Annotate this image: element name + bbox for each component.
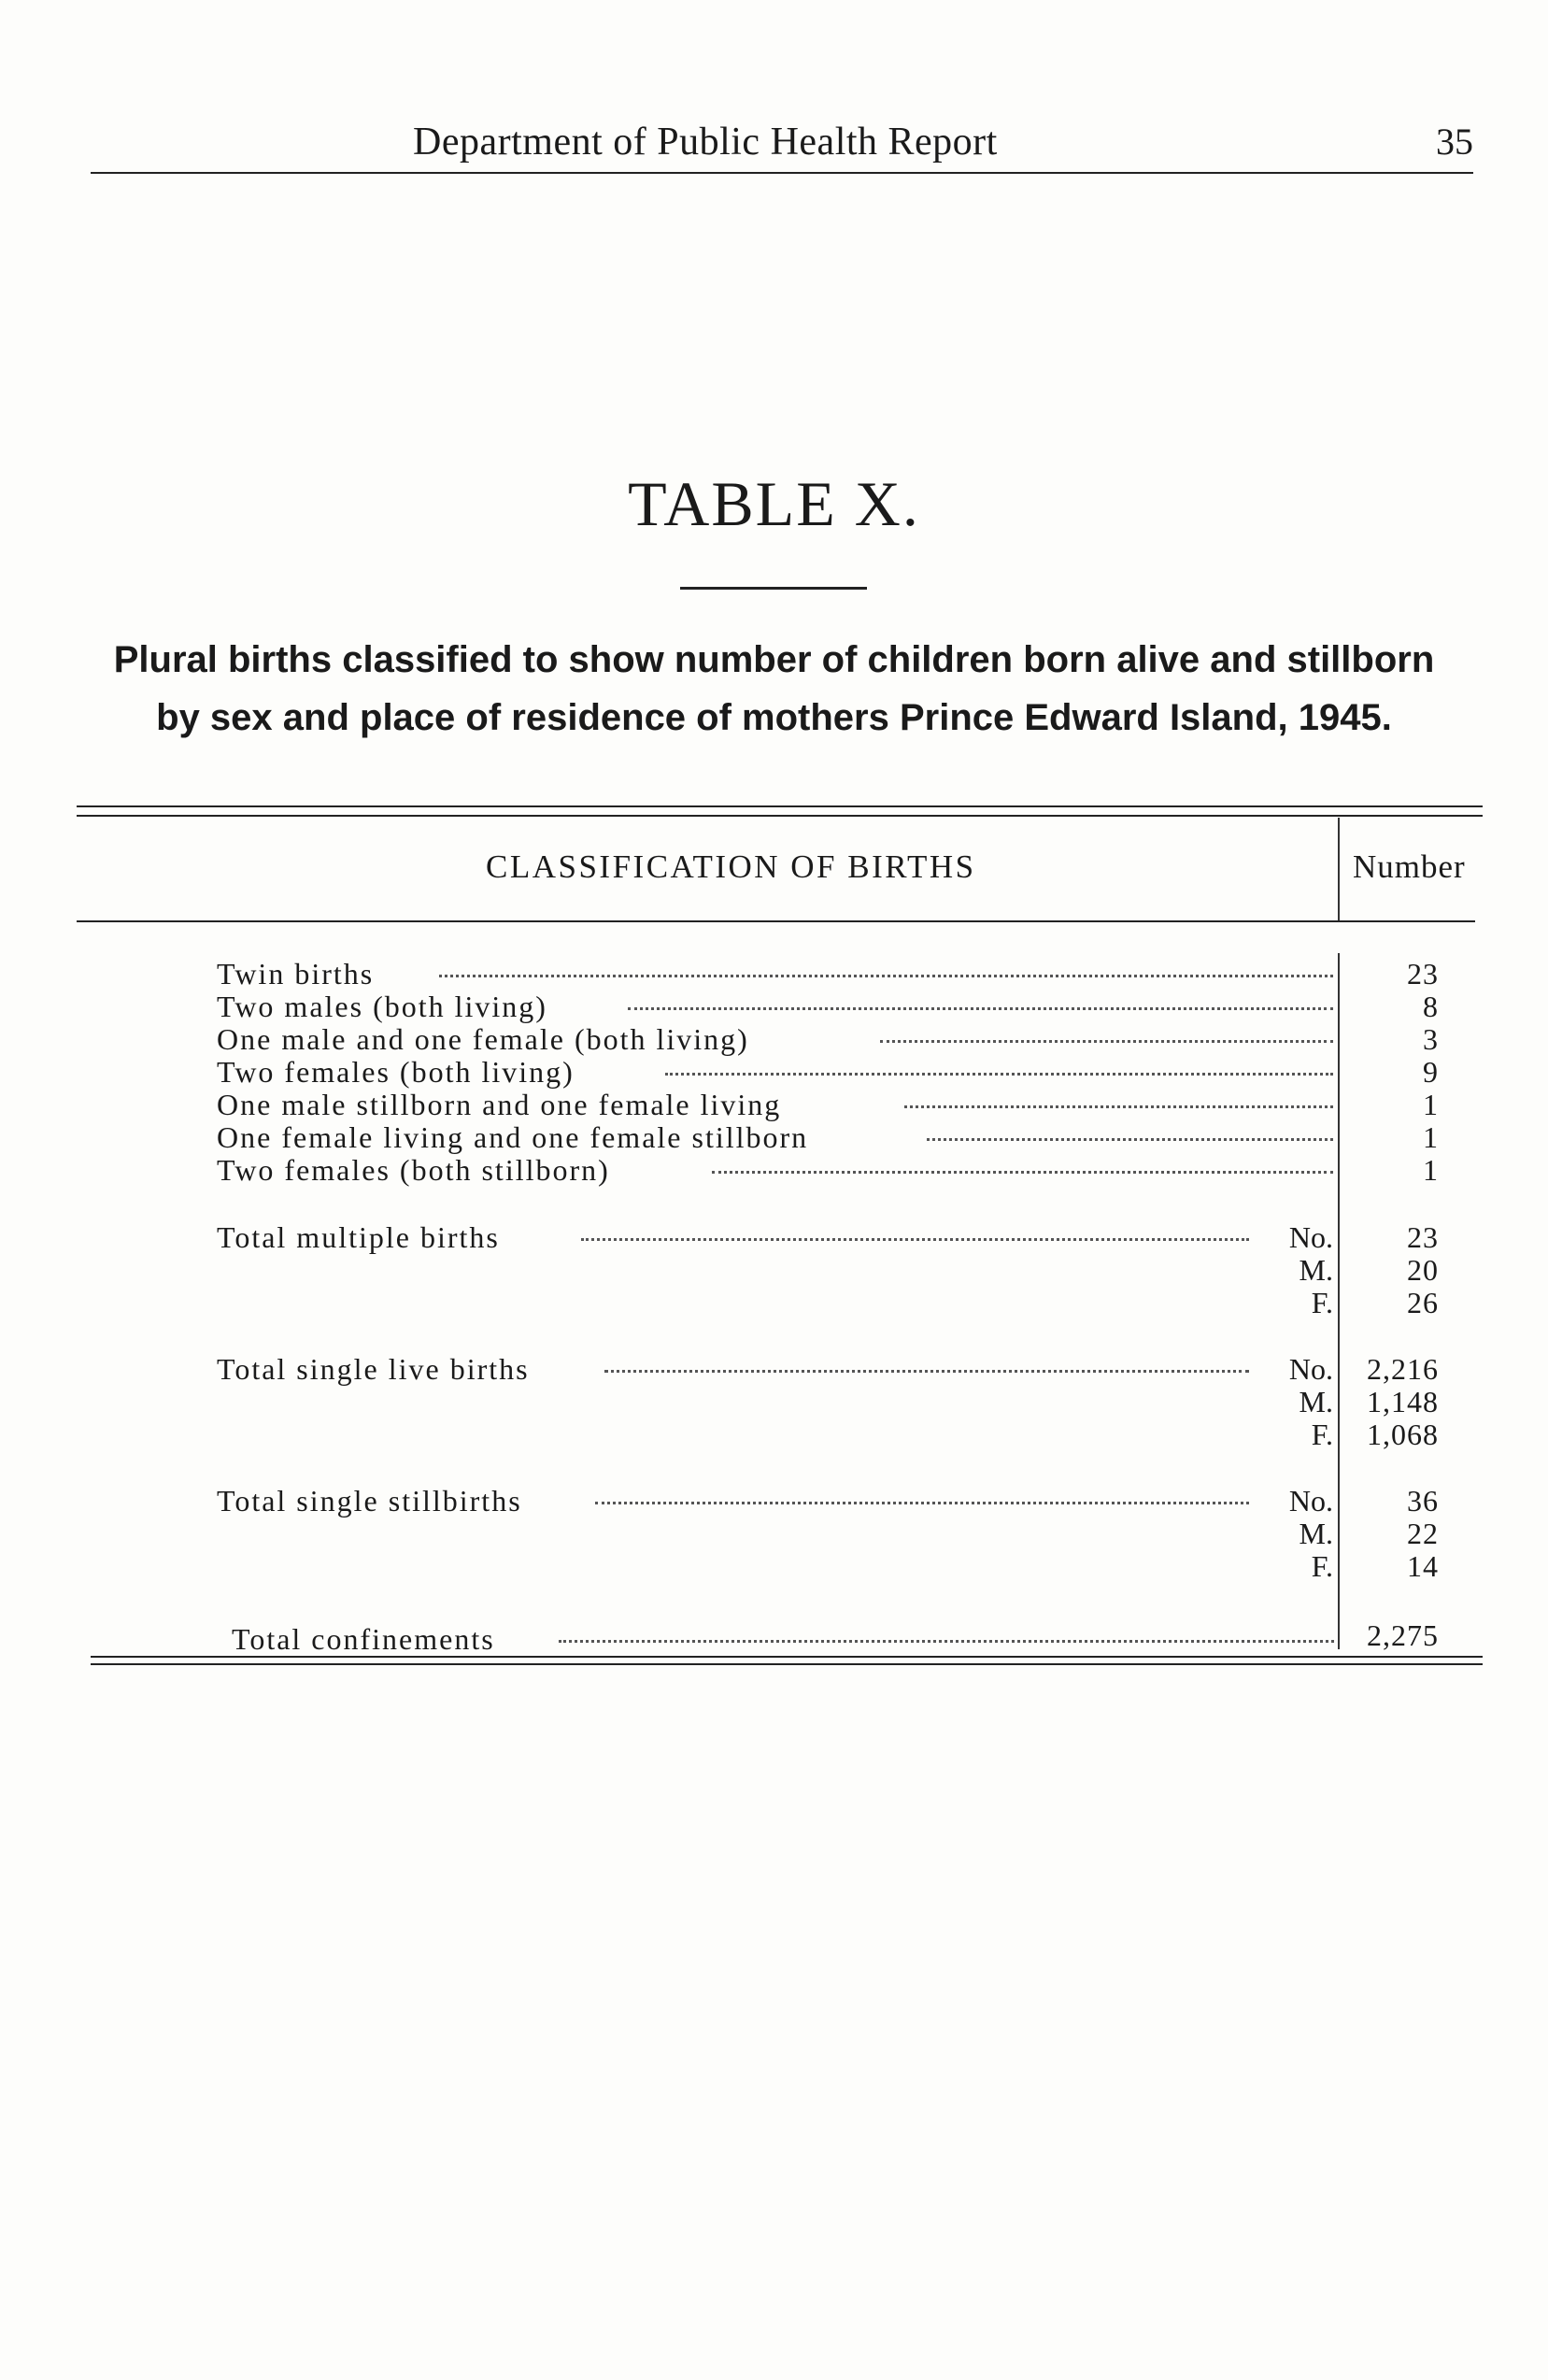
leader-dots xyxy=(604,1370,1249,1373)
row-label: One female living and one female stillborn xyxy=(217,1120,809,1154)
row-value: 1,068 xyxy=(1367,1418,1439,1451)
grand-total-row xyxy=(232,1622,1334,1656)
row-label: One male and one female (both living) xyxy=(217,1022,749,1056)
caption-line-1: Plural births classified to show number of children born alive and stillborn xyxy=(113,639,1435,680)
row-value: 36 xyxy=(1407,1484,1439,1518)
column-header-number: Number xyxy=(1353,848,1466,885)
row-label: Two females (both stillborn) xyxy=(217,1153,610,1187)
header-bottom-rule xyxy=(77,920,1475,922)
leader-dots xyxy=(927,1138,1333,1141)
row-label: Twin births xyxy=(217,957,375,990)
table-row xyxy=(217,990,1333,1023)
row-label: Two females (both living) xyxy=(217,1055,575,1089)
row-label: Total single stillbirths xyxy=(217,1484,522,1518)
row-value: 3 xyxy=(1423,1022,1439,1056)
row-value: 1 xyxy=(1423,1153,1439,1187)
title-rule xyxy=(680,587,867,590)
row-value: 26 xyxy=(1407,1286,1439,1319)
leader-dots xyxy=(712,1171,1333,1174)
row-label: One male stillborn and one female living xyxy=(217,1088,782,1121)
sex-label: F. xyxy=(1311,1286,1333,1319)
running-title: Department of Public Health Report xyxy=(413,121,998,164)
leader-dots xyxy=(904,1105,1333,1108)
sex-label: F. xyxy=(1311,1418,1333,1451)
total-row xyxy=(217,1220,1333,1254)
leader-dots xyxy=(559,1640,1334,1643)
column-divider xyxy=(1338,818,1340,920)
total-row xyxy=(217,1352,1333,1386)
leader-dots xyxy=(581,1238,1249,1241)
table-row xyxy=(217,1120,1333,1154)
row-value: 9 xyxy=(1423,1055,1439,1089)
row-value: 22 xyxy=(1407,1517,1439,1550)
row-value: 2,216 xyxy=(1367,1352,1439,1386)
table-title: TABLE X. xyxy=(628,468,920,539)
grand-total-value: 2,275 xyxy=(1367,1618,1439,1652)
row-value: 23 xyxy=(1407,1220,1439,1254)
row-value: 1,148 xyxy=(1367,1385,1439,1418)
sex-label: M. xyxy=(1299,1517,1333,1550)
table-row xyxy=(217,1055,1333,1089)
row-label: Two males (both living) xyxy=(217,990,547,1023)
table-top-rule-2 xyxy=(77,815,1483,817)
row-label: Total confinements xyxy=(232,1622,495,1656)
row-value: 14 xyxy=(1407,1549,1439,1583)
sex-label: F. xyxy=(1311,1549,1333,1583)
caption-line-2: by sex and place of residence of mothers Prince Edward Island, 1945. xyxy=(156,697,1392,738)
column-header-classification: CLASSIFICATION OF BIRTHS xyxy=(486,848,976,885)
column-divider xyxy=(1338,953,1340,1649)
page-number: 35 xyxy=(1436,121,1473,163)
leader-dots xyxy=(595,1502,1249,1504)
table-row xyxy=(217,1088,1333,1121)
leader-dots xyxy=(439,975,1333,977)
sex-label: M. xyxy=(1299,1253,1333,1287)
table-row xyxy=(217,957,1333,990)
sex-label: M. xyxy=(1299,1385,1333,1418)
table-row xyxy=(217,1153,1333,1187)
table-top-rule xyxy=(77,805,1483,807)
row-label: Total single live births xyxy=(217,1352,530,1386)
row-label: Total multiple births xyxy=(217,1220,500,1254)
row-value: 8 xyxy=(1423,990,1439,1023)
leader-dots xyxy=(628,1007,1333,1010)
table-row xyxy=(217,1022,1333,1056)
sex-label: No. xyxy=(1288,1352,1333,1386)
leader-dots xyxy=(880,1040,1333,1043)
running-header xyxy=(91,120,1473,174)
row-value: 23 xyxy=(1407,957,1439,990)
table-bottom-rule-2 xyxy=(91,1663,1483,1665)
row-value: 20 xyxy=(1407,1253,1439,1287)
row-value: 1 xyxy=(1423,1088,1439,1121)
table-bottom-rule xyxy=(91,1656,1483,1658)
table-caption xyxy=(56,631,1492,747)
row-value: 1 xyxy=(1423,1120,1439,1154)
total-row xyxy=(217,1484,1333,1518)
leader-dots xyxy=(665,1073,1333,1076)
sex-label: No. xyxy=(1288,1484,1333,1518)
sex-label: No. xyxy=(1288,1220,1333,1254)
